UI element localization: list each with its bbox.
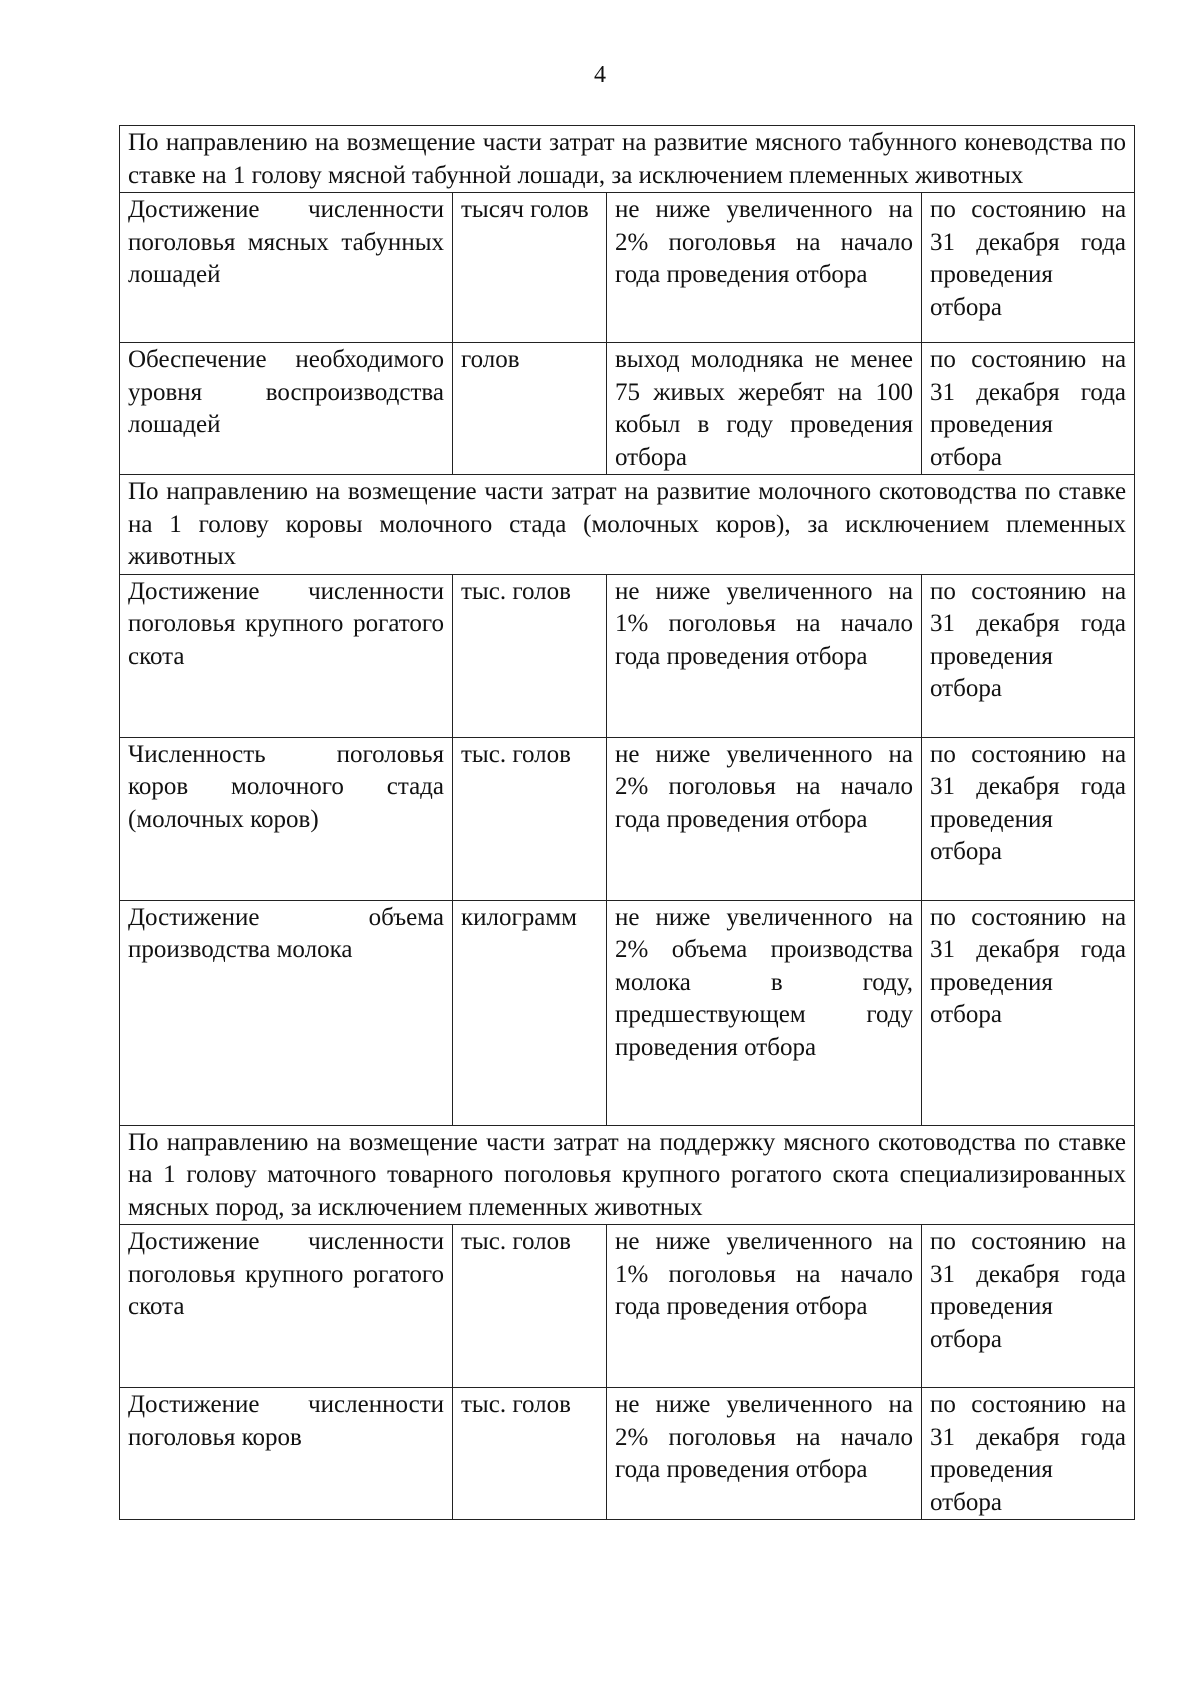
section-header: По направлению на возмещение части затрат на поддержку мясного скотоводства по ставке на 1 голову маточного товарного поголовья крупного рогатого скота специализированных мясных пород, за исключением племенных животных <box>120 1125 1135 1225</box>
indicator-cell: Достижение объема производства молока <box>120 900 453 1125</box>
criterion-cell: выход молодняка не менее 75 живых жеребят на 100 кобыл в году проведения отбора <box>607 343 922 475</box>
unit-cell: тыс. голов <box>453 574 607 737</box>
section-header: По направлению на возмещение части затрат на развитие мясного табунного коневодства по ставке на 1 голову мясной табунной лошади, за исключением племенных животных <box>120 126 1135 193</box>
table-row <box>120 574 1135 737</box>
unit-cell: тыс. голов <box>453 1225 607 1388</box>
table-row <box>120 900 1135 1125</box>
indicator-cell: Численность поголовья коров молочного стада (молочных коров) <box>120 737 453 900</box>
table-row <box>120 737 1135 900</box>
deadline-cell: по состоянию на 31 декабря года проведения отбора <box>922 737 1135 900</box>
criterion-cell: не ниже увеличенного на 1% поголовья на начало года проведения отбора <box>607 1225 922 1388</box>
deadline-cell: по состоянию на 31 декабря года проведения отбора <box>922 900 1135 1125</box>
section-header-row <box>120 475 1135 575</box>
indicators-table <box>119 125 1135 1520</box>
indicator-cell: Достижение численности поголовья крупного рогатого скота <box>120 1225 453 1388</box>
criterion-cell: не ниже увеличенного на 2% объема производства молока в году, предшествующем году проведения отбора <box>607 900 922 1125</box>
table-row <box>120 193 1135 343</box>
unit-cell: тыс. голов <box>453 737 607 900</box>
unit-cell: голов <box>453 343 607 475</box>
indicator-cell: Достижение численности поголовья коров <box>120 1388 453 1520</box>
unit-cell: тыс. голов <box>453 1388 607 1520</box>
criterion-cell: не ниже увеличенного на 2% поголовья на начало года проведения отбора <box>607 737 922 900</box>
section-header-row <box>120 126 1135 193</box>
deadline-cell: по состоянию на 31 декабря года проведения отбора <box>922 343 1135 475</box>
section-header: По направлению на возмещение части затрат на развитие молочного скотоводства по ставке на 1 голову коровы молочного стада (молочных коров), за исключением племенных животных <box>120 475 1135 575</box>
indicator-cell: Обеспечение необходимого уровня воспроизводства лошадей <box>120 343 453 475</box>
indicator-cell: Достижение численности поголовья крупного рогатого скота <box>120 574 453 737</box>
table-row <box>120 1388 1135 1520</box>
criterion-cell: не ниже увеличенного на 2% поголовья на начало года проведения отбора <box>607 193 922 343</box>
table-row <box>120 1225 1135 1388</box>
criterion-cell: не ниже увеличенного на 1% поголовья на начало года проведения отбора <box>607 574 922 737</box>
unit-cell: килограмм <box>453 900 607 1125</box>
deadline-cell: по состоянию на 31 декабря года проведения отбора <box>922 193 1135 343</box>
deadline-cell: по состоянию на 31 декабря года проведения отбора <box>922 574 1135 737</box>
indicator-cell: Достижение численности поголовья мясных табунных лошадей <box>120 193 453 343</box>
deadline-cell: по состоянию на 31 декабря года проведения отбора <box>922 1225 1135 1388</box>
unit-cell: тысяч голов <box>453 193 607 343</box>
table-row <box>120 343 1135 475</box>
deadline-cell: по состоянию на 31 декабря года проведения отбора <box>922 1388 1135 1520</box>
criterion-cell: не ниже увеличенного на 2% поголовья на начало года проведения отбора <box>607 1388 922 1520</box>
section-header-row <box>120 1125 1135 1225</box>
page-number: 4 <box>594 62 606 88</box>
